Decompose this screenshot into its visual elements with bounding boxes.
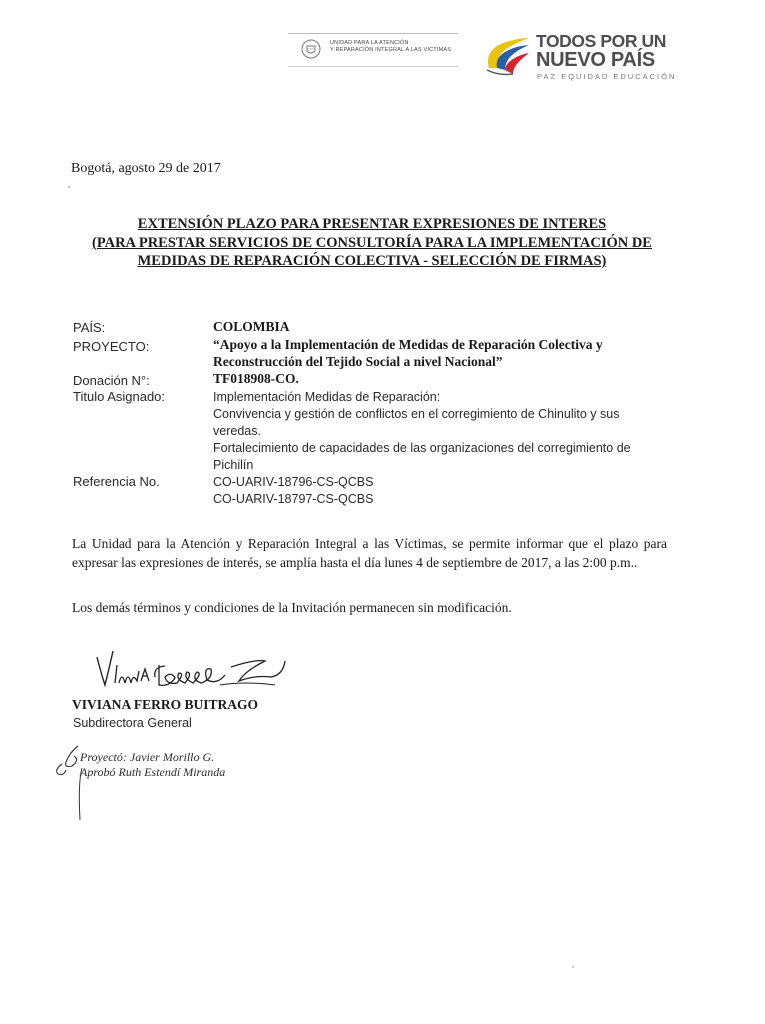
signer-name: VIVIANA FERRO BUITRAGO xyxy=(72,697,259,712)
body-paragraph-terms: Los demás términos y condiciones de la Invitación permanecen sin modificación. xyxy=(72,600,512,615)
titulo-label: Titulo Asignado: xyxy=(73,389,166,404)
titulo-line: Implementación Medidas de Reparación: xyxy=(213,390,441,404)
header-rule-bottom xyxy=(288,66,458,67)
todos-por-un-nuevo-pais-logo-icon xyxy=(483,34,531,78)
signer-role: Subdirectora General xyxy=(73,716,192,730)
donacion-label: Donación N°: xyxy=(73,373,150,388)
handwritten-signature xyxy=(95,645,290,690)
header-rule-top xyxy=(288,33,458,34)
proyecto-label: PROYECTO: xyxy=(73,339,150,354)
referencia-value: CO-UARIV-18797-CS-QCBS xyxy=(213,492,374,506)
proyecto-por-note: Proyectó: Javier Morillo G. xyxy=(80,750,215,764)
titulo-line: Convivencia y gestión de conflictos en el corregimiento de Chinulito y sus xyxy=(213,407,620,421)
proyecto-value-line2: Reconstrucción del Tejido Social a nivel Nacional” xyxy=(213,354,503,369)
scan-speck xyxy=(68,186,70,188)
titulo-line: veredas. xyxy=(213,424,261,438)
referencia-label: Referencia No. xyxy=(73,474,160,489)
donacion-value: TF018908-CO. xyxy=(213,371,299,386)
title-line: (PARA PRESTAR SERVICIOS DE CONSULTORÍA PARA LA IMPLEMENTACIÓN DE xyxy=(92,234,652,251)
titulo-line: Fortalecimiento de capacidades de las organizaciones del corregimiento de xyxy=(213,441,631,455)
pais-label: PAÍS: xyxy=(73,320,106,335)
scan-speck xyxy=(572,966,574,968)
body-paragraph-extension: La Unidad para la Atención y Reparación Integral a las Víctimas, se permite informar que el plazo para expresar las expresiones de interés, se amplía hasta el día lunes 4 de septiembre de 2017, a las 2:00 p.m.. xyxy=(72,536,667,570)
titulo-line: Pichilín xyxy=(213,458,254,472)
title-line: EXTENSIÓN PLAZO PARA PRESENTAR EXPRESIONES DE INTERES xyxy=(137,216,607,232)
aprobo-por-note: Aprobó Ruth Estendí Miranda xyxy=(80,765,226,779)
logo-text-line2: NUEVO PAÍS xyxy=(536,49,655,71)
letter-date: Bogotá, agosto 29 de 2017 xyxy=(71,161,221,176)
title-line: MEDIDAS DE REPARACIÓN COLECTIVA - SELECCIÓN DE FIRMAS) xyxy=(137,253,607,269)
unidad-name: UNIDAD PARA LA ATENCIÓN Y REPARACIÓN INTEGRAL A LAS VÍCTIMAS xyxy=(330,40,452,53)
referencia-value: CO-UARIV-18796-CS-QCBS xyxy=(213,475,374,489)
logo-tagline: PAZ EQUIDAD EDUCACIÓN xyxy=(537,72,677,81)
pais-value: COLOMBIA xyxy=(213,319,290,334)
coat-of-arms-icon xyxy=(300,38,322,60)
proyecto-value-line1: “Apoyo a la Implementación de Medidas de Reparación Colectiva y xyxy=(213,337,603,352)
logo-text-line1: TODOS POR UN xyxy=(536,31,667,51)
letter-title xyxy=(72,215,672,271)
